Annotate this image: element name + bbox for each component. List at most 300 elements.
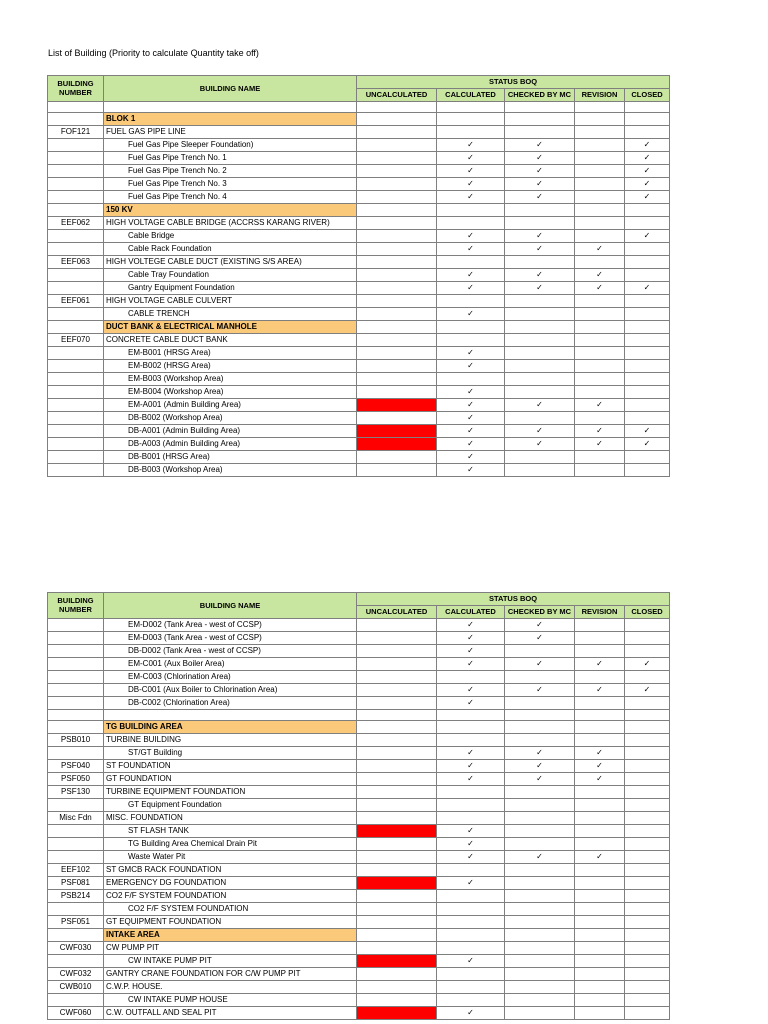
closed-cell (625, 178, 670, 191)
checked-by-mc-cell (505, 721, 575, 734)
checked-by-mc-cell (505, 1007, 575, 1020)
section-name-cell: TG BUILDING AREA (104, 721, 357, 734)
checked-by-mc-cell (505, 295, 575, 308)
table-row (48, 451, 670, 464)
building-name-cell: C.W. OUTFALL AND SEAL PIT (104, 1007, 357, 1020)
check-icon: ✓ (596, 761, 603, 770)
header-status-boq: STATUS BOQ (357, 76, 670, 89)
checked-by-mc-cell (505, 851, 575, 864)
closed-cell (625, 360, 670, 373)
calculated-cell (437, 412, 505, 425)
empty-cell (48, 710, 104, 721)
revision-cell (575, 139, 625, 152)
closed-cell (625, 295, 670, 308)
building-name-cell: CONCRETE CABLE DUCT BANK (104, 334, 357, 347)
building-name-cell: Fuel Gas Pipe Sleeper Foundation) (104, 139, 357, 152)
checked-by-mc-cell (505, 632, 575, 645)
building-name-cell: TG Building Area Chemical Drain Pit (104, 838, 357, 851)
calculated-cell (437, 152, 505, 165)
closed-cell (625, 256, 670, 269)
section-row (48, 929, 670, 942)
checked-by-mc-cell (505, 230, 575, 243)
uncalculated-flag-cell (357, 425, 437, 438)
uncalculated-cell (357, 373, 437, 386)
uncalculated-cell (357, 671, 437, 684)
checked-by-mc-cell (505, 243, 575, 256)
building-name-cell: DB-B002 (Workshop Area) (104, 412, 357, 425)
uncalculated-cell (357, 295, 437, 308)
checked-by-mc-cell (505, 152, 575, 165)
check-icon: ✓ (467, 748, 474, 757)
uncalculated-cell (357, 321, 437, 334)
check-icon: ✓ (596, 748, 603, 757)
building-number-cell (48, 152, 104, 165)
uncalculated-cell (357, 838, 437, 851)
building-name-cell: Waste Water Pit (104, 851, 357, 864)
check-icon: ✓ (467, 309, 474, 318)
check-icon: ✓ (536, 140, 543, 149)
revision-cell (575, 684, 625, 697)
table-row (48, 825, 670, 838)
header-uncalculated: UNCALCULATED (357, 89, 437, 102)
checked-by-mc-cell (505, 838, 575, 851)
table-row (48, 812, 670, 825)
empty-cell (625, 102, 670, 113)
building-name-cell: Cable Rack Foundation (104, 243, 357, 256)
closed-cell (625, 165, 670, 178)
table-row (48, 786, 670, 799)
calculated-cell (437, 968, 505, 981)
check-icon: ✓ (643, 166, 651, 175)
check-icon: ✓ (643, 192, 651, 201)
revision-cell (575, 916, 625, 929)
check-icon: ✓ (467, 698, 474, 707)
checked-by-mc-cell (505, 438, 575, 451)
closed-cell (625, 425, 670, 438)
building-name-cell: GT EQUIPMENT FOUNDATION (104, 916, 357, 929)
table-body (48, 102, 670, 477)
building-name-cell: EM-D002 (Tank Area - west of CCSP) (104, 619, 357, 632)
building-name-cell: EMERGENCY DG FOUNDATION (104, 877, 357, 890)
check-icon: ✓ (467, 774, 474, 783)
check-icon: ✓ (467, 620, 474, 629)
building-name-cell: ST FLASH TANK (104, 825, 357, 838)
checked-by-mc-cell (505, 955, 575, 968)
uncalculated-flag-cell (357, 1007, 437, 1020)
closed-cell (625, 734, 670, 747)
building-number-cell (48, 684, 104, 697)
table-row (48, 256, 670, 269)
check-icon: ✓ (536, 179, 543, 188)
building-number-cell: CWF030 (48, 942, 104, 955)
check-icon: ✓ (467, 761, 474, 770)
checked-by-mc-cell (505, 464, 575, 477)
closed-cell (625, 399, 670, 412)
calculated-cell (437, 386, 505, 399)
building-name-cell: TURBINE EQUIPMENT FOUNDATION (104, 786, 357, 799)
check-icon: ✓ (467, 659, 474, 668)
building-number-cell: CWF060 (48, 1007, 104, 1020)
checked-by-mc-cell (505, 191, 575, 204)
table-row (48, 373, 670, 386)
checked-by-mc-cell (505, 360, 575, 373)
table-row (48, 903, 670, 916)
revision-cell (575, 955, 625, 968)
check-icon: ✓ (467, 179, 474, 188)
revision-cell (575, 645, 625, 658)
building-name-cell: Cable Bridge (104, 230, 357, 243)
calculated-cell (437, 191, 505, 204)
boq-status-table-1 (47, 75, 670, 477)
building-name-cell: CW INTAKE PUMP HOUSE (104, 994, 357, 1007)
building-number-cell (48, 178, 104, 191)
calculated-cell (437, 773, 505, 786)
closed-cell (625, 230, 670, 243)
section-row (48, 321, 670, 334)
uncalculated-cell (357, 734, 437, 747)
building-name-cell: EM-C003 (Chlorination Area) (104, 671, 357, 684)
calculated-cell (437, 399, 505, 412)
building-number-cell: PSF081 (48, 877, 104, 890)
revision-cell (575, 877, 625, 890)
calculated-cell (437, 734, 505, 747)
uncalculated-cell (357, 721, 437, 734)
calculated-cell (437, 645, 505, 658)
uncalculated-cell (357, 929, 437, 942)
revision-cell (575, 321, 625, 334)
closed-cell (625, 282, 670, 295)
building-number-cell (48, 994, 104, 1007)
uncalculated-cell (357, 684, 437, 697)
building-name-cell: Fuel Gas Pipe Trench No. 3 (104, 178, 357, 191)
check-icon: ✓ (643, 659, 651, 668)
uncalculated-cell (357, 464, 437, 477)
uncalculated-cell (357, 243, 437, 256)
building-name-cell: CW INTAKE PUMP PIT (104, 955, 357, 968)
boq-status-table-2 (47, 592, 670, 1020)
uncalculated-cell (357, 812, 437, 825)
check-icon: ✓ (536, 283, 543, 292)
revision-cell (575, 890, 625, 903)
building-number-cell: EEF070 (48, 334, 104, 347)
uncalculated-cell (357, 347, 437, 360)
closed-cell (625, 139, 670, 152)
revision-cell (575, 269, 625, 282)
closed-cell (625, 786, 670, 799)
checked-by-mc-cell (505, 812, 575, 825)
closed-cell (625, 204, 670, 217)
revision-cell (575, 825, 625, 838)
closed-cell (625, 684, 670, 697)
building-name-cell: EM-C001 (Aux Boiler Area) (104, 658, 357, 671)
calculated-cell (437, 282, 505, 295)
checked-by-mc-cell (505, 916, 575, 929)
building-name-cell: HIGH VOLTEGE CABLE DUCT (EXISTING S/S AREA) (104, 256, 357, 269)
uncalculated-cell (357, 799, 437, 812)
checked-by-mc-cell (505, 786, 575, 799)
revision-cell (575, 734, 625, 747)
closed-cell (625, 321, 670, 334)
closed-cell (625, 191, 670, 204)
closed-cell (625, 864, 670, 877)
uncalculated-cell (357, 256, 437, 269)
table-row (48, 942, 670, 955)
check-icon: ✓ (467, 452, 474, 461)
check-icon: ✓ (467, 439, 474, 448)
revision-cell (575, 230, 625, 243)
table-row (48, 165, 670, 178)
building-number-cell: PSF050 (48, 773, 104, 786)
calculated-cell (437, 632, 505, 645)
table-row (48, 773, 670, 786)
building-number-cell (48, 347, 104, 360)
building-number-cell: EEF062 (48, 217, 104, 230)
revision-cell (575, 773, 625, 786)
table-row (48, 619, 670, 632)
revision-cell (575, 412, 625, 425)
closed-cell (625, 308, 670, 321)
revision-cell (575, 373, 625, 386)
check-icon: ✓ (536, 748, 543, 757)
closed-cell (625, 981, 670, 994)
header-revision: REVISION (575, 606, 625, 619)
check-icon: ✓ (467, 826, 474, 835)
check-icon: ✓ (467, 1008, 474, 1017)
uncalculated-cell (357, 773, 437, 786)
header-building-name: BUILDING NAME (104, 76, 357, 102)
building-name-cell: Cable Tray Foundation (104, 269, 357, 282)
check-icon: ✓ (596, 439, 603, 448)
uncalculated-cell (357, 191, 437, 204)
check-icon: ✓ (643, 439, 651, 448)
revision-cell (575, 386, 625, 399)
checked-by-mc-cell (505, 929, 575, 942)
closed-cell (625, 412, 670, 425)
building-number-cell (48, 373, 104, 386)
calculated-cell (437, 464, 505, 477)
check-icon: ✓ (467, 348, 474, 357)
building-name-cell: CO2 F/F SYSTEM FOUNDATION (104, 890, 357, 903)
header-closed: CLOSED (625, 89, 670, 102)
uncalculated-cell (357, 864, 437, 877)
building-number-cell: EEF102 (48, 864, 104, 877)
building-number-cell (48, 165, 104, 178)
revision-cell (575, 204, 625, 217)
empty-cell (575, 710, 625, 721)
check-icon: ✓ (596, 774, 603, 783)
closed-cell (625, 671, 670, 684)
closed-cell (625, 464, 670, 477)
checked-by-mc-cell (505, 412, 575, 425)
empty-cell (357, 102, 437, 113)
calculated-cell (437, 1007, 505, 1020)
calculated-cell (437, 178, 505, 191)
checked-by-mc-cell (505, 981, 575, 994)
closed-cell (625, 760, 670, 773)
uncalculated-cell (357, 178, 437, 191)
header-checked-by-mc: CHECKED BY MC (505, 89, 575, 102)
building-number-cell (48, 645, 104, 658)
check-icon: ✓ (536, 166, 543, 175)
revision-cell (575, 1007, 625, 1020)
table-row (48, 217, 670, 230)
uncalculated-cell (357, 916, 437, 929)
section-name-cell: INTAKE AREA (104, 929, 357, 942)
building-number-cell (48, 903, 104, 916)
checked-by-mc-cell (505, 658, 575, 671)
table-row (48, 282, 670, 295)
calculated-cell (437, 321, 505, 334)
calculated-cell (437, 903, 505, 916)
calculated-cell (437, 760, 505, 773)
header-closed: CLOSED (625, 606, 670, 619)
building-name-cell: ST/GT Building (104, 747, 357, 760)
uncalculated-cell (357, 658, 437, 671)
header-revision: REVISION (575, 89, 625, 102)
calculated-cell (437, 658, 505, 671)
calculated-cell (437, 113, 505, 126)
table-row (48, 347, 670, 360)
check-icon: ✓ (467, 192, 474, 201)
revision-cell (575, 671, 625, 684)
table-row (48, 671, 670, 684)
building-number-cell (48, 955, 104, 968)
check-icon: ✓ (467, 387, 474, 396)
calculated-cell (437, 981, 505, 994)
building-name-cell: DB-B001 (HRSG Area) (104, 451, 357, 464)
check-icon: ✓ (467, 400, 474, 409)
uncalculated-cell (357, 747, 437, 760)
building-name-cell: GT FOUNDATION (104, 773, 357, 786)
revision-cell (575, 632, 625, 645)
building-number-cell (48, 425, 104, 438)
building-name-cell: EM-B003 (Workshop Area) (104, 373, 357, 386)
uncalculated-cell (357, 308, 437, 321)
empty-cell (625, 710, 670, 721)
calculated-cell (437, 799, 505, 812)
empty-cell (437, 710, 505, 721)
check-icon: ✓ (536, 761, 543, 770)
checked-by-mc-cell (505, 139, 575, 152)
uncalculated-cell (357, 126, 437, 139)
building-number-cell (48, 139, 104, 152)
table-row (48, 760, 670, 773)
check-icon: ✓ (536, 270, 543, 279)
uncalculated-cell (357, 645, 437, 658)
building-number-cell (48, 632, 104, 645)
revision-cell (575, 929, 625, 942)
check-icon: ✓ (536, 685, 543, 694)
uncalculated-flag-cell (357, 825, 437, 838)
table-row (48, 658, 670, 671)
building-number-cell (48, 308, 104, 321)
closed-cell (625, 773, 670, 786)
uncalculated-flag-cell (357, 955, 437, 968)
table-row (48, 269, 670, 282)
building-name-cell: Fuel Gas Pipe Trench No. 4 (104, 191, 357, 204)
table-row (48, 399, 670, 412)
building-name-cell: DB-A001 (Admin Building Area) (104, 425, 357, 438)
table-row (48, 799, 670, 812)
empty-cell (575, 102, 625, 113)
checked-by-mc-cell (505, 204, 575, 217)
building-number-cell: EEF063 (48, 256, 104, 269)
table-row (48, 838, 670, 851)
building-name-cell: HIGH VOLTAGE CABLE BRIDGE (ACCRSS KARANG RIVER) (104, 217, 357, 230)
checked-by-mc-cell (505, 877, 575, 890)
building-name-cell: Gantry Equipment Foundation (104, 282, 357, 295)
uncalculated-flag-cell (357, 877, 437, 890)
calculated-cell (437, 360, 505, 373)
closed-cell (625, 721, 670, 734)
revision-cell (575, 903, 625, 916)
calculated-cell (437, 204, 505, 217)
closed-cell (625, 1007, 670, 1020)
uncalculated-cell (357, 204, 437, 217)
building-number-cell (48, 282, 104, 295)
building-number-cell (48, 399, 104, 412)
check-icon: ✓ (596, 270, 603, 279)
revision-cell (575, 308, 625, 321)
building-number-cell: CWF032 (48, 968, 104, 981)
empty-cell (505, 710, 575, 721)
calculated-cell (437, 438, 505, 451)
building-number-cell (48, 269, 104, 282)
check-icon: ✓ (536, 659, 543, 668)
building-name-cell: ST FOUNDATION (104, 760, 357, 773)
building-name-cell: HIGH VOLTAGE CABLE CULVERT (104, 295, 357, 308)
revision-cell (575, 178, 625, 191)
section-name-cell: DUCT BANK & ELECTRICAL MANHOLE (104, 321, 357, 334)
closed-cell (625, 451, 670, 464)
building-number-cell (48, 929, 104, 942)
calculated-cell (437, 697, 505, 710)
revision-cell (575, 295, 625, 308)
empty-cell (48, 102, 104, 113)
closed-cell (625, 334, 670, 347)
calculated-cell (437, 256, 505, 269)
uncalculated-cell (357, 760, 437, 773)
closed-cell (625, 243, 670, 256)
calculated-cell (437, 126, 505, 139)
uncalculated-cell (357, 217, 437, 230)
building-number-cell (48, 451, 104, 464)
check-icon: ✓ (596, 852, 603, 861)
checked-by-mc-cell (505, 178, 575, 191)
calculated-cell (437, 877, 505, 890)
uncalculated-cell (357, 619, 437, 632)
calculated-cell (437, 994, 505, 1007)
revision-cell (575, 217, 625, 230)
calculated-cell (437, 243, 505, 256)
closed-cell (625, 269, 670, 282)
building-name-cell: Fuel Gas Pipe Trench No. 1 (104, 152, 357, 165)
building-name-cell: CABLE TRENCH (104, 308, 357, 321)
building-number-cell (48, 799, 104, 812)
checked-by-mc-cell (505, 760, 575, 773)
uncalculated-cell (357, 851, 437, 864)
revision-cell (575, 799, 625, 812)
revision-cell (575, 838, 625, 851)
building-name-cell: GANTRY CRANE FOUNDATION FOR C/W PUMP PIT (104, 968, 357, 981)
empty-cell (357, 710, 437, 721)
uncalculated-cell (357, 903, 437, 916)
revision-cell (575, 165, 625, 178)
closed-cell (625, 386, 670, 399)
calculated-cell (437, 619, 505, 632)
uncalculated-cell (357, 981, 437, 994)
table-row (48, 994, 670, 1007)
